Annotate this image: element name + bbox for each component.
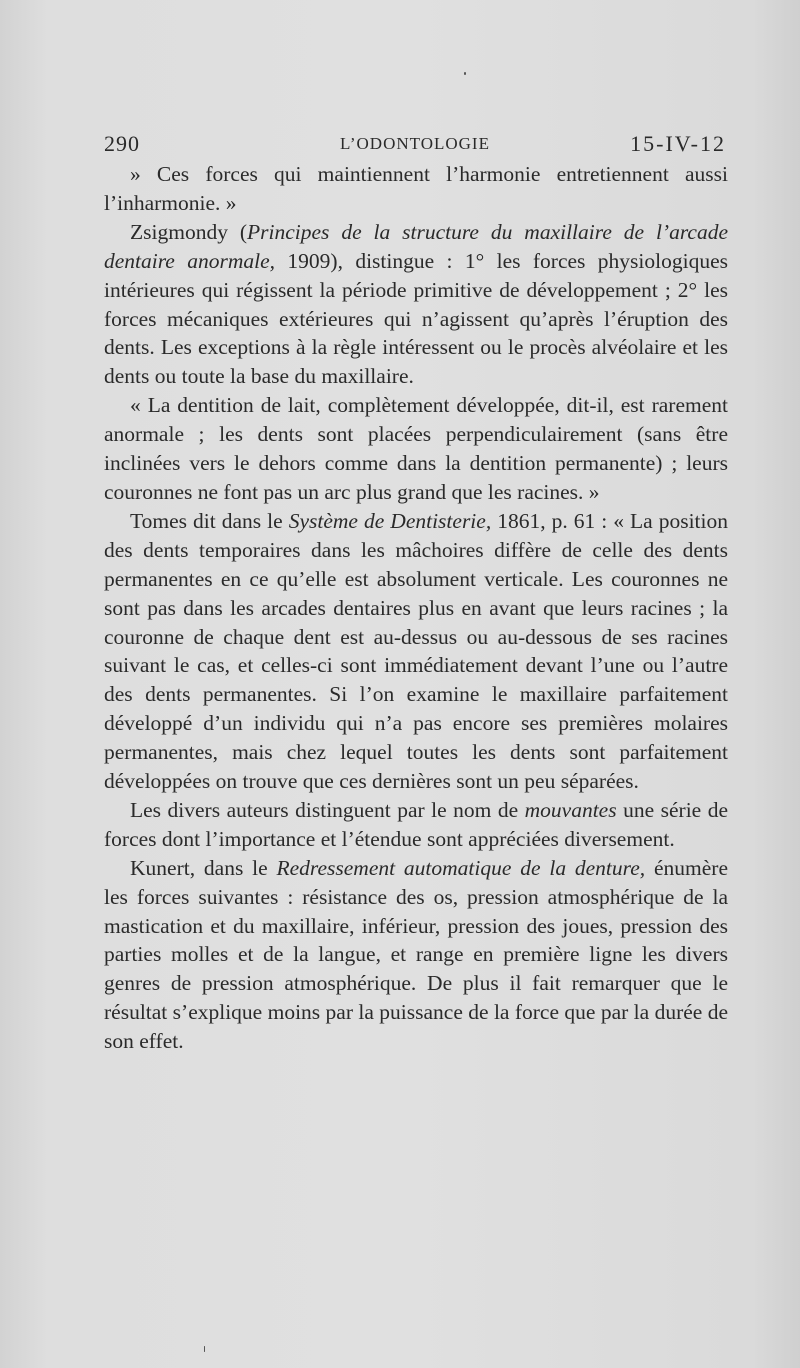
italic-title: Système de Dentisterie, [288, 508, 492, 533]
paragraph [104, 160, 728, 218]
text-run: « La dentition de lait, complètement développée, dit-il, est rarement anormale ; les dents sont placées perpendiculairement (sans être inclinées vers le dehors comme dans la dentition permanente) ; leurs couronnes ne font pas un arc plus grand que les racines. » [104, 393, 728, 504]
italic-title: mouvantes [524, 797, 617, 822]
ink-speck [464, 72, 466, 75]
text-run: » Ces forces qui maintiennent l’harmonie entretiennent aussi l’inharmonie. » [104, 162, 728, 215]
text-run: une série de forces dont l’importance et l’étendue sont appréciées diversement. [104, 797, 728, 851]
text-run: Kunert, dans le [130, 855, 277, 880]
issue-date: 15-IV-12 [630, 131, 726, 156]
text-run: énumère les forces suivantes : résistance des os, pression atmosphérique de la mastication et du maxillaire, inférieur, pression des joues, pression des parties molles et de la langue, et range en première ligne les divers genres de pression atmosphérique. De plus il fait remarquer que le résultat s’explique moins par la puissance de la force que par la durée de son effet. [104, 855, 728, 1054]
paragraph [104, 391, 728, 507]
italic-title: Redressement automatique de la denture, [276, 855, 646, 880]
body-text [104, 160, 728, 1056]
page-number: 290 [104, 131, 140, 156]
text-run: 1861, p. 61 : « La position des dents temporaires dans les mâchoires diffère de celle des dents permanentes en ce qu’elle est absolument verticale. Les couronnes ne sont pas dans les arcades dentaires plus en avant que leurs racines ; la couronne de chaque dent est au-dessus ou au-dessous de ses racines suivant le cas, et celles-ci sont immédiatement devant l’une ou l’autre des dents permanentes. Si l’on examine le maxillaire parfaitement développé d’un individu qui n’a pas encore ses premières molaires permanentes, mais chez lequel toutes les dents sont parfaitement développées on trouve que ces dernières sont un peu séparées. [104, 508, 729, 794]
running-title: L’ODONTOLOGIE [340, 134, 490, 153]
paragraph [104, 507, 728, 796]
paragraph [104, 218, 728, 391]
text-run: Zsigmondy ( [130, 219, 248, 244]
paragraph [104, 854, 728, 1056]
text-run: Les divers auteurs distinguent par le nom de [130, 797, 525, 822]
text-run: Tomes dit dans le [130, 508, 289, 533]
paragraph [104, 796, 728, 854]
page-header [104, 124, 726, 164]
italic-title: Principes de la structure du maxillaire de l’arcade dentaire anormale, [104, 219, 729, 273]
text-run: 1909), distingue : 1° les forces physiologiques intérieures qui régissent la période primitive de développement ; 2° les forces mécaniques extérieures qui n’agissent qu’après l’éruption des dents. Les exceptions à la règle intéressent ou le procès alvéolaire et les dents ou toute la base du maxillaire. [104, 248, 728, 389]
ink-speck [204, 1346, 205, 1352]
